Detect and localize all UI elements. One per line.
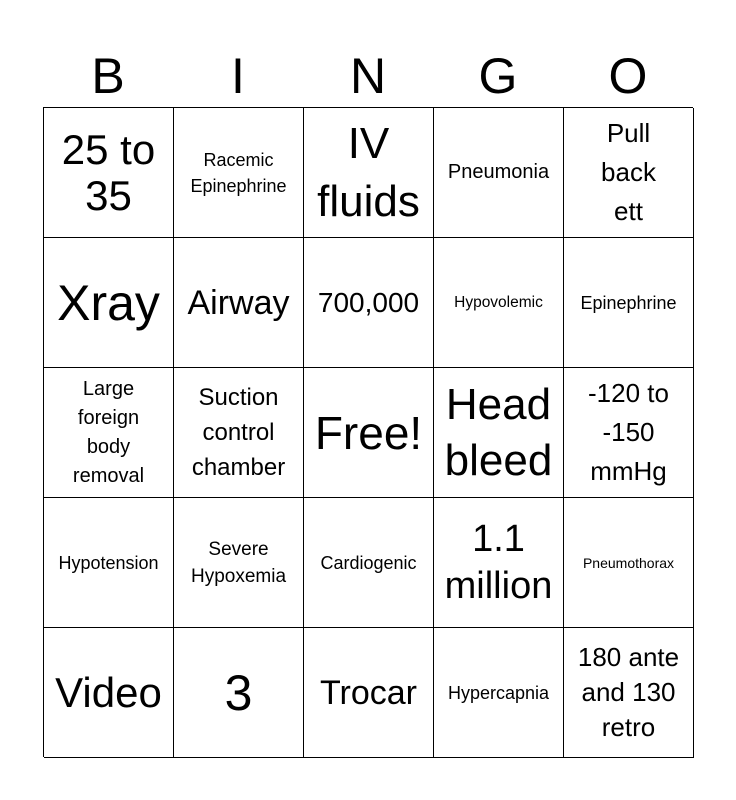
cell-text: Free!	[314, 406, 423, 459]
bingo-board	[43, 107, 693, 757]
bingo-cell[interactable]	[174, 238, 304, 368]
cell-text: Pneumonia	[447, 161, 550, 183]
cell-text: 25 to 35	[61, 125, 156, 219]
header-letter-o: O	[608, 48, 648, 104]
header-letter-i: I	[231, 48, 245, 104]
cell-text: Airway	[187, 283, 290, 322]
cell-text: Racemic Epinephrine	[190, 149, 287, 196]
cell-text: 3	[224, 664, 253, 721]
cell-text: Epinephrine	[580, 292, 677, 313]
cell-text: Pull back ett	[601, 118, 656, 226]
bingo-cell[interactable]	[44, 108, 174, 238]
bingo-cell[interactable]	[44, 498, 174, 628]
bingo-cell[interactable]	[44, 628, 174, 758]
cell-text: -120 to -150 mmHg	[588, 378, 669, 486]
bingo-cell[interactable]	[434, 238, 564, 368]
cell-text: Trocar	[320, 673, 417, 712]
bingo-cell[interactable]	[304, 498, 434, 628]
bingo-cell[interactable]	[44, 238, 174, 368]
bingo-header	[43, 46, 693, 106]
bingo-cell[interactable]	[564, 368, 694, 498]
bingo-cell[interactable]	[174, 628, 304, 758]
bingo-cell[interactable]	[564, 498, 694, 628]
bingo-cell[interactable]	[434, 108, 564, 238]
bingo-cell[interactable]	[304, 108, 434, 238]
cell-text: Large foreign body removal	[72, 377, 145, 487]
cell-text: Pneumothorax	[582, 554, 675, 571]
cell-text: Head bleed	[444, 379, 553, 485]
bingo-cell[interactable]	[44, 368, 174, 498]
bingo-cell[interactable]	[304, 628, 434, 758]
cell-text: Suction control chamber	[191, 384, 286, 481]
bingo-cell[interactable]	[174, 498, 304, 628]
bingo-cell[interactable]	[174, 108, 304, 238]
cell-text: Xray	[57, 274, 160, 331]
header-letter-n: N	[349, 48, 387, 104]
cell-text: Hypercapnia	[447, 682, 550, 703]
bingo-cell[interactable]	[304, 238, 434, 368]
cell-text: Video	[55, 668, 162, 716]
cell-text: Hypovolemic	[454, 293, 543, 311]
bingo-cell[interactable]	[304, 368, 434, 498]
cell-text: Severe Hypoxemia	[190, 538, 287, 587]
bingo-cell[interactable]	[434, 368, 564, 498]
header-letter-g: G	[478, 48, 518, 104]
bingo-cell[interactable]	[564, 238, 694, 368]
cell-text: Hypotension	[58, 552, 159, 573]
cell-text: IV fluids	[317, 118, 420, 226]
bingo-cell[interactable]	[174, 368, 304, 498]
bingo-cell[interactable]	[434, 628, 564, 758]
cell-text: Cardiogenic	[320, 552, 417, 573]
cell-text: 1.1 million	[444, 517, 553, 607]
bingo-cell[interactable]	[564, 628, 694, 758]
bingo-cell[interactable]	[434, 498, 564, 628]
cell-text: 180 ante and 130 retro	[577, 642, 680, 742]
cell-text: 700,000	[317, 286, 420, 318]
bingo-cell[interactable]	[564, 108, 694, 238]
header-letter-b: B	[91, 48, 125, 104]
